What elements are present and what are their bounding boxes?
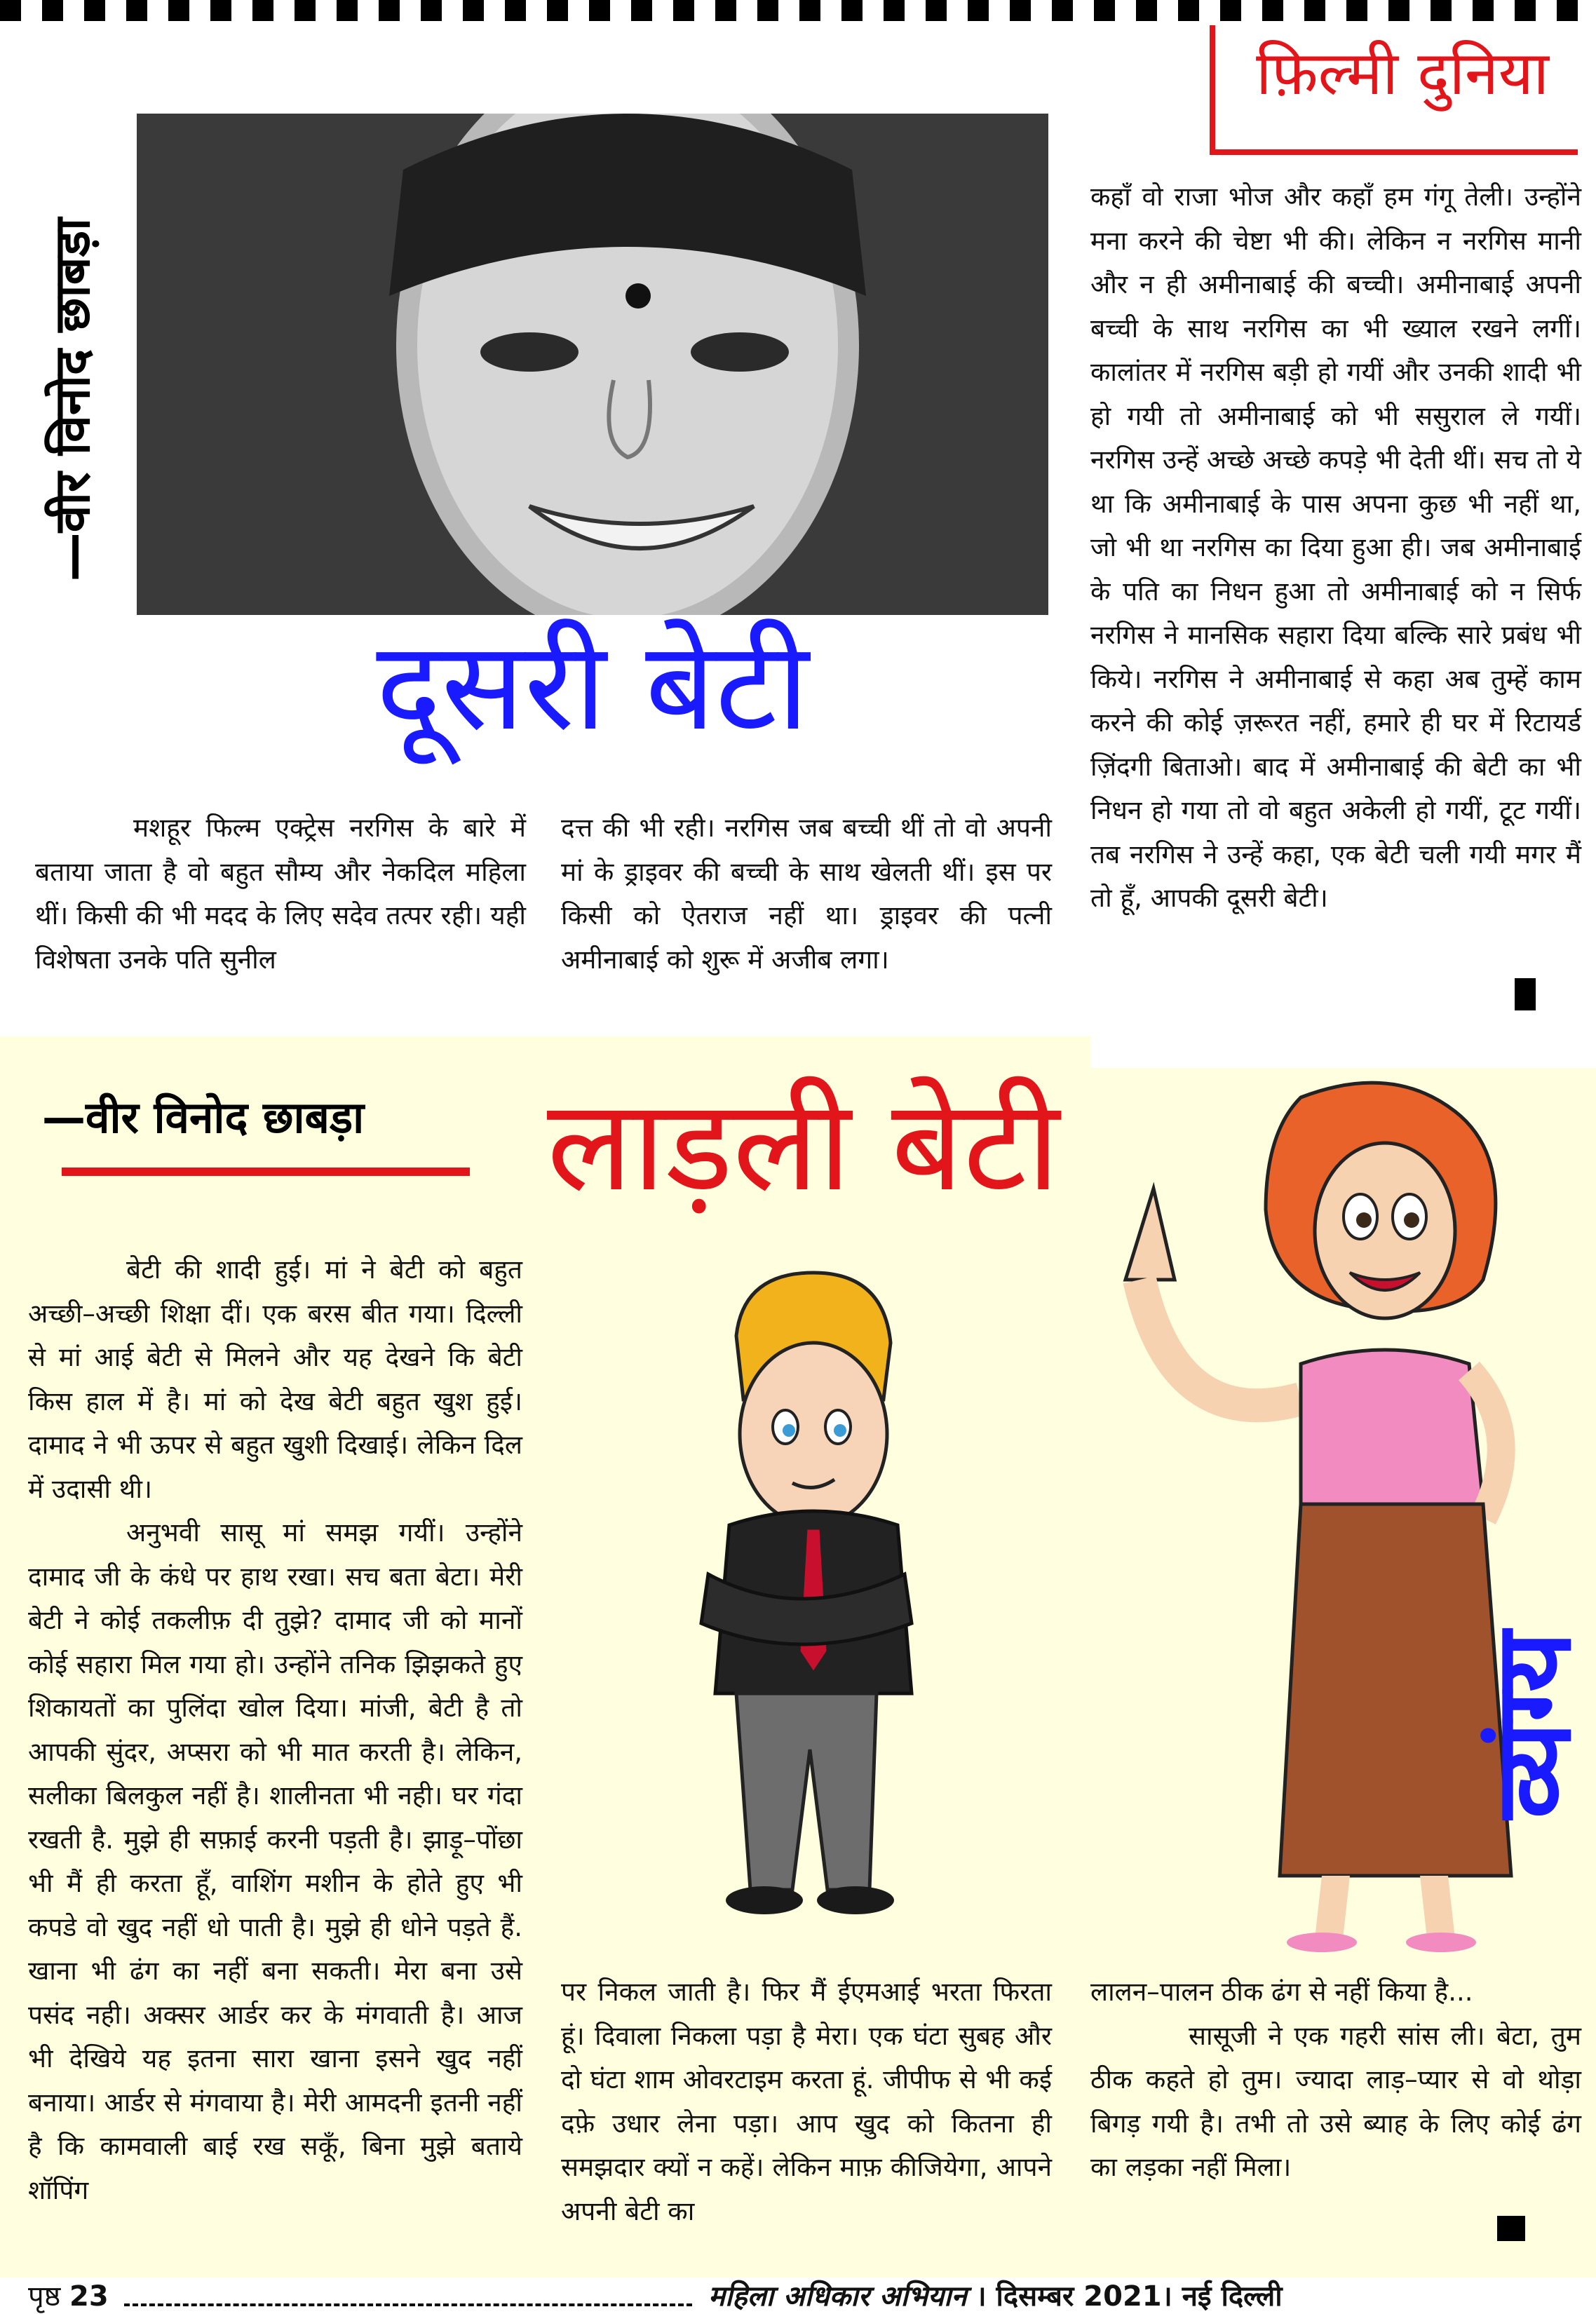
article1-byline [28, 175, 112, 624]
checker-square [1283, 0, 1304, 21]
footer-page-number: 23 [69, 2280, 109, 2313]
footer-dash-rule [124, 2289, 692, 2306]
article2-col2-text: पर निकल जाती है। फिर मैं ईएमआई भरता फिरता हूं। दिवाला निकला पड़ा है मेरा। एक घंटा सुबह और दो घंटा शाम ओवरटाइम करता हूं. जीपीफ से भी कई दफ़े उधार लेना पड़ा। आप खुद को कितना ही समझदार क्यों न कहें। लेकिन माफ़ कीजियेगा, आपने अपनी बेटी का [561, 1977, 1052, 2226]
article2-col3-para1: लालन–पालन ठीक ढंग से नहीं किया है... [1090, 1977, 1473, 2007]
satire-tag-text: व्यंग्य [1473, 1631, 1595, 1819]
article2-column-3 [1090, 1970, 1581, 2190]
checker-square [1262, 0, 1283, 21]
checker-square [799, 0, 820, 21]
checker-square [442, 0, 463, 21]
footer-issue: । दिसम्बर 2021। नई दिल्ली [975, 2280, 1283, 2313]
checker-square [42, 0, 63, 21]
checker-square [1409, 0, 1431, 21]
checker-square [1515, 0, 1536, 21]
checker-square [1325, 0, 1346, 21]
panel-notch [1090, 1036, 1596, 1068]
checker-square [1431, 0, 1452, 21]
checker-square [736, 0, 757, 21]
checker-square [84, 0, 105, 21]
checker-square [989, 0, 1010, 21]
checker-square [1452, 0, 1473, 21]
article1-byline-text: —वीर विनोद छाबड़ा [43, 217, 101, 582]
section-title: फ़िल्मी दुनिया [1256, 39, 1549, 109]
checker-square [884, 0, 905, 21]
checker-square [1031, 0, 1052, 21]
footer-publication: महिला अधिकार अभियान [708, 2280, 967, 2313]
checker-square [1578, 0, 1596, 21]
article2-end-mark [1497, 2216, 1525, 2241]
checker-square [1220, 0, 1241, 21]
checker-square [1115, 0, 1136, 21]
checker-square [1536, 0, 1557, 21]
checker-square [778, 0, 799, 21]
footer-page-label: पृष्ठ [28, 2280, 61, 2313]
checker-square [105, 0, 126, 21]
checker-square [21, 0, 42, 21]
article1-headline: दूसरी बेटी [376, 616, 809, 758]
checker-square [1367, 0, 1388, 21]
checker-square [652, 0, 673, 21]
checker-square [337, 0, 358, 21]
checker-square [147, 0, 168, 21]
article2-col3-para2: सासूजी ने एक गहरी सांस ली। बेटा, तुम ठीक कहते हो तुम। ज्यादा लाड़–प्यार से वो थोड़ा बिगड़ गयी है। तभी तो उसे ब्याह के लिए कोई ढंग का लड़का नहीं मिला। [1090, 2020, 1581, 2182]
checker-square [1157, 0, 1178, 21]
checker-square [273, 0, 295, 21]
article1-end-mark [1515, 978, 1536, 1010]
checker-square [757, 0, 778, 21]
checker-square [189, 0, 210, 21]
checker-square [526, 0, 547, 21]
checker-square [905, 0, 926, 21]
checker-square [505, 0, 526, 21]
checker-square [863, 0, 884, 21]
checker-square [210, 0, 231, 21]
article2-col1-para2: अनुभवी सासू मां समझ गयीं। उन्होंने दामाद जी के कंधे पर हाथ रखा। सच बता बेटा। मेरी बेटी ने कोई तकलीफ़ दी तुझे? दामाद जी को मानों कोई सहारा मिल गया हो। उन्होंने तनिक झिझकते हुए शिकायतों का पुलिंदा खोल दिया। मांजी, बेटी है तो आपकी सुंदर, अप्सरा को भी मात करती है। लेकिन, सलीका बिलकुल नहीं है। शालीनता भी नही। घर गंदा रखती है. मुझे ही सफ़ाई करनी पड़ती है। झाड़ू–पोंछा भी मैं ही करता हूँ, वाशिंग मशीन के होते हुए भी कपडे वो खुद नहीं धो पाती है। मुझे ही धोने पड़ते हैं. खाना भी ढंग का नहीं बना सकती। मेरा बना उसे पसंद नही। अक्सर आर्डर कर के मंगवाती है। आज भी देखिये यह इतना सारा खाना इसने खुद नहीं बनाया। आर्डर से मंगवाया है। मेरी आमदनी इतनी नहीं है कि कामवाली बाई रख सकूँ, बिना मुझे बताये शॉपिंग [28, 1517, 522, 2205]
checker-square [358, 0, 379, 21]
article1-column-2 [561, 806, 1052, 982]
article2-byline-rule [62, 1168, 470, 1176]
article1-column-1 [35, 806, 526, 982]
checker-square [1199, 0, 1220, 21]
checker-square [589, 0, 610, 21]
checker-square [1094, 0, 1115, 21]
checker-square [1178, 0, 1199, 21]
checker-square [1052, 0, 1073, 21]
article1-col3-text: कहाँ वो राजा भोज और कहाँ हम गंगू तेली। उन्होंने मना करने की चेष्टा भी की। लेकिन न नरगिस मानी और न ही अमीनाबाई की बच्ची। अमीनाबाई अपनी बच्ची के साथ नरगिस का भी ख्याल रखने लगीं। कालांतर में नरगिस बड़ी हो गयीं और उनकी शादी भी हो गयी तो अमीनाबाई को भी ससुराल ले गयीं। नरगिस उन्हें अच्छे अच्छे कपड़े भी देती थीं। सच तो ये था कि अमीनाबाई के पास अपना कुछ भी नहीं था, जो भी था नरगिस का दिया हुआ ही। जब अमीनाबाई के पति का निधन हुआ तो अमीनाबाई को न सिर्फ नरगिस ने मानसिक सहारा दिया बल्कि सारे प्रबंध भी किये। नरगिस ने अमीनाबाई से कहा अब तुम्हें काम करने की कोई ज़रूरत नहीं, हमारे ही घर में रिटायर्ड ज़िंदगी बिताओ। बाद में अमीनाबाई की बेटी का भी निधन हो गया तो वो बहुत अकेली हो गयीं, टूट गयीं। तब नरगिस ने उन्हें कहा, एक बेटी चली गयी मगर मैं तो हूँ, आपकी दूसरी बेटी। [1090, 182, 1581, 913]
article2-headline: लाड़ली बेटी [547, 1073, 1060, 1219]
man-graphic [659, 1259, 954, 1925]
checker-square [610, 0, 631, 21]
article2-byline: —वीर विनोद छाबड़ा [42, 1092, 365, 1143]
checker-square [631, 0, 652, 21]
actress-photo [137, 114, 1048, 615]
checker-square [0, 0, 21, 21]
checker-square [926, 0, 947, 21]
cartoon-man-illustration [659, 1259, 954, 1925]
checker-square [400, 0, 421, 21]
checker-square [547, 0, 568, 21]
checker-square [126, 0, 147, 21]
article2-column-2 [561, 1970, 1052, 2233]
checker-square [1557, 0, 1578, 21]
article1-column-3 [1090, 175, 1581, 921]
checker-square [1010, 0, 1031, 21]
checker-square [316, 0, 337, 21]
checker-square [673, 0, 694, 21]
actress-portrait-graphic [137, 114, 1048, 615]
checker-square [1073, 0, 1094, 21]
checker-square [231, 0, 252, 21]
top-checker-border [0, 0, 1596, 21]
checker-square [463, 0, 484, 21]
satire-tag [1473, 1613, 1595, 1837]
article1-col2-text: दत्त की भी रही। नरगिस जब बच्ची थीं तो वो अपनी मां के ड्राइवर की बच्ची के साथ खेलती थीं। इस पर किसी को ऐतराज नहीं था। ड्राइवर की पत्नी अमीनाबाई को शुरू में अजीब लगा। [561, 813, 1052, 975]
checker-square [947, 0, 968, 21]
checker-square [968, 0, 989, 21]
checker-square [379, 0, 400, 21]
checker-square [168, 0, 189, 21]
checker-square [252, 0, 273, 21]
checker-square [568, 0, 589, 21]
checker-square [295, 0, 316, 21]
checker-square [715, 0, 736, 21]
article2-col1-para1: बेटी की शादी हुई। मां ने बेटी को बहुत अच्छी–अच्छी शिक्षा दीं। एक बरस बीत गया। दिल्ली से मां आई बेटी से मिलने और यह देखने कि बेटी किस हाल में है। मां को देख बेटी बहुत खुश हुई। दामाद ने भी ऊपर से बहुत खुशी दिखाई। लेकिन दिल में उदासी थी। [28, 1254, 522, 1504]
checker-square [63, 0, 84, 21]
checker-square [1388, 0, 1409, 21]
checker-square [1304, 0, 1325, 21]
page-footer [28, 2281, 1585, 2312]
checker-square [1473, 0, 1494, 21]
article1-col1-text: मशहूर फिल्म एक्ट्रेस नरगिस के बारे में बताया जाता है वो बहुत सौम्य और नेकदिल महिला थीं। किसी की भी मदद के लिए सदेव तत्पर रही। यही विशेषता उनके पति सुनील [35, 813, 526, 975]
checker-square [841, 0, 863, 21]
checker-square [1136, 0, 1157, 21]
checker-square [1494, 0, 1515, 21]
checker-square [1346, 0, 1367, 21]
checker-square [484, 0, 505, 21]
article2-column-1 [28, 1248, 522, 2212]
checker-square [820, 0, 841, 21]
checker-square [1241, 0, 1262, 21]
checker-square [694, 0, 715, 21]
checker-square [421, 0, 442, 21]
